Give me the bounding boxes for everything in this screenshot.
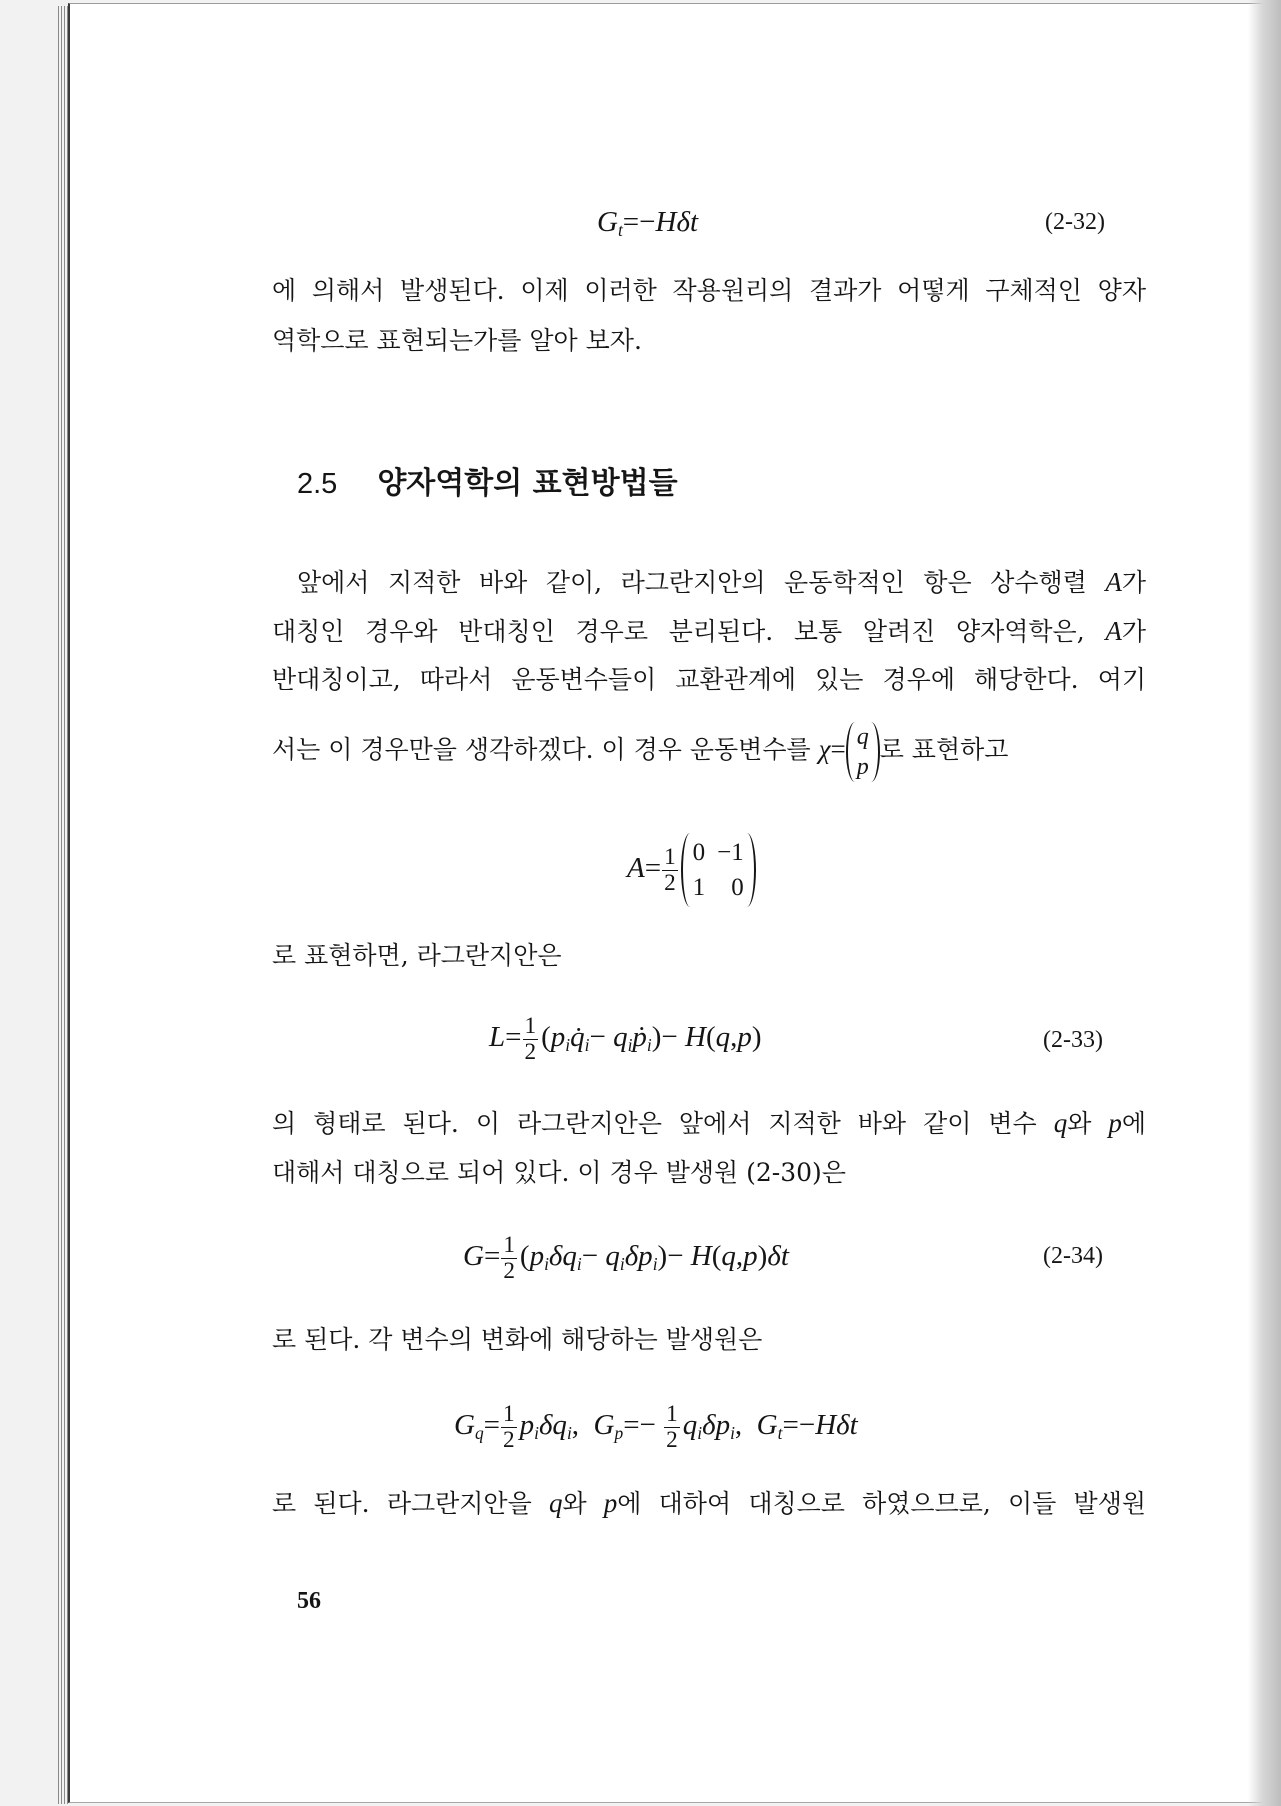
math-term bbox=[549, 1489, 563, 1518]
fraction-denominator: 2 bbox=[503, 1257, 515, 1284]
fraction-denominator: 2 bbox=[664, 869, 676, 896]
fraction bbox=[664, 1402, 680, 1453]
text-run: 로 된다. 라그란지안을 bbox=[272, 1489, 549, 1518]
fraction-numerator: 1 bbox=[524, 1012, 537, 1039]
math-variable: ṗ bbox=[632, 1021, 647, 1053]
math-variable: q bbox=[613, 1021, 628, 1053]
math-operator: − bbox=[581, 1240, 606, 1272]
math-term bbox=[702, 1409, 735, 1444]
math-variable: q bbox=[548, 1488, 563, 1518]
math-term bbox=[624, 1240, 658, 1275]
math-variable: G bbox=[593, 1409, 615, 1441]
fraction bbox=[501, 1402, 517, 1453]
math-variable: Hδt bbox=[655, 206, 698, 238]
left-parenthesis bbox=[681, 833, 690, 907]
column-vector-entries bbox=[855, 722, 871, 782]
right-parenthesis bbox=[871, 722, 880, 782]
equation-number: (2-33) bbox=[1043, 1027, 1103, 1053]
math-operator: = bbox=[505, 1021, 522, 1053]
math-subscript: i bbox=[576, 1254, 582, 1275]
text-run: 의 형태로 된다. 이 라그란지안은 앞에서 지적한 바와 같이 변수 bbox=[272, 1109, 1054, 1138]
math-term bbox=[570, 1021, 590, 1056]
math-subscript: i bbox=[619, 1254, 625, 1275]
text-run: 서는 이 경우만을 생각하겠다. 이 경우 운동변수를 bbox=[272, 735, 819, 764]
fraction bbox=[501, 1233, 517, 1284]
math-variable: L bbox=[489, 1021, 506, 1053]
math-subscript: q bbox=[474, 1423, 484, 1444]
math-variable: p bbox=[529, 1240, 545, 1272]
math-variable: δq bbox=[538, 1409, 567, 1441]
text-line bbox=[272, 611, 1146, 651]
math-variable: p bbox=[743, 1240, 758, 1272]
math-operator: =− bbox=[782, 1409, 816, 1441]
text-line bbox=[272, 1153, 1146, 1193]
section-number: 2.5 bbox=[297, 468, 338, 500]
math-subscript: p bbox=[614, 1423, 624, 1444]
math-operator: ( bbox=[705, 1021, 716, 1053]
math-variable: δq bbox=[548, 1240, 577, 1272]
math-variable: p bbox=[519, 1409, 535, 1441]
fraction-numerator: 1 bbox=[664, 843, 676, 870]
fraction-denominator: 2 bbox=[666, 1426, 678, 1453]
math-operator: , bbox=[571, 1409, 594, 1441]
fraction-numerator: 1 bbox=[503, 1231, 515, 1258]
equation-2-34 bbox=[463, 1216, 789, 1296]
math-variable: q bbox=[605, 1240, 620, 1272]
math-term bbox=[489, 1021, 505, 1053]
equation-2-32 bbox=[597, 182, 698, 262]
math-operator: =− bbox=[622, 206, 656, 238]
text-line bbox=[272, 660, 1146, 700]
math-term bbox=[632, 1021, 652, 1056]
math-operator: = bbox=[483, 1240, 501, 1272]
math-term bbox=[548, 1240, 582, 1275]
math-variable: p bbox=[550, 1021, 566, 1053]
fraction-numerator: 1 bbox=[666, 1400, 678, 1427]
math-term bbox=[815, 1409, 857, 1441]
math-variable: q bbox=[1053, 1108, 1068, 1138]
equation-number: (2-32) bbox=[1045, 209, 1105, 235]
equation-number: (2-34) bbox=[1043, 1243, 1103, 1269]
math-term bbox=[550, 1021, 571, 1056]
math-term bbox=[682, 1409, 703, 1444]
math-subscript: i bbox=[544, 1254, 549, 1275]
math-term bbox=[819, 735, 831, 764]
math-operator: )− bbox=[657, 1240, 691, 1272]
math-term bbox=[538, 1409, 572, 1444]
matrix-entry: −1 bbox=[717, 839, 744, 867]
math-term bbox=[613, 1021, 633, 1056]
matrix-entries bbox=[690, 833, 747, 907]
math-subscript: i bbox=[646, 1035, 652, 1056]
text-run: 에 의해서 발생된다. 이제 이러한 작용원리의 결과가 어떻게 구체적인 양자 bbox=[272, 276, 1146, 305]
math-subscript: i bbox=[565, 1035, 571, 1056]
text-line bbox=[272, 1103, 1146, 1143]
math-variable: q bbox=[682, 1409, 698, 1441]
math-subscript: i bbox=[730, 1423, 735, 1444]
math-variable: χ bbox=[818, 734, 831, 764]
math-variable: H bbox=[690, 1240, 712, 1272]
equation-2-33 bbox=[489, 997, 762, 1077]
section-heading bbox=[297, 462, 678, 506]
math-variable: p bbox=[1108, 1108, 1122, 1138]
matrix-entry: 0 bbox=[731, 874, 744, 902]
math-variable: G bbox=[597, 206, 618, 238]
math-term bbox=[716, 1021, 731, 1053]
text-run: 에 bbox=[1121, 1109, 1146, 1138]
math-term bbox=[737, 1021, 752, 1053]
math-variable: H bbox=[685, 1021, 706, 1053]
text-line bbox=[272, 321, 1146, 361]
text-line bbox=[272, 936, 1146, 976]
equation-generators bbox=[454, 1385, 858, 1465]
text-run: 반대칭이고, 따라서 운동변수들이 교환관계에 있는 경우에 해당한다. 여기 bbox=[272, 665, 1146, 694]
math-subscript: i bbox=[584, 1035, 590, 1056]
text-line bbox=[272, 709, 1146, 789]
text-run: 로 된다. 각 변수의 변화에 해당하는 발생원은 bbox=[272, 1325, 763, 1354]
text-run: 대해서 대칭으로 되어 있다. 이 경우 발생원 (2-30)은 bbox=[272, 1158, 846, 1187]
fraction-denominator: 2 bbox=[524, 1038, 537, 1065]
section-title: 양자역학의 표현방법들 bbox=[377, 466, 678, 501]
math-variable: q̇ bbox=[570, 1021, 585, 1053]
math-term bbox=[1105, 617, 1122, 646]
math-term bbox=[605, 1240, 625, 1275]
math-variable: δt bbox=[767, 1240, 789, 1272]
math-subscript: t bbox=[777, 1423, 783, 1444]
math-operator: ) bbox=[751, 1021, 762, 1053]
math-operator: , bbox=[730, 1021, 738, 1053]
stacked-page-edges bbox=[58, 6, 68, 1804]
math-operator: − bbox=[589, 1021, 614, 1053]
page-number: 56 bbox=[297, 1588, 321, 1614]
text-run: 와 bbox=[1067, 1109, 1109, 1138]
math-operator: = bbox=[830, 734, 846, 764]
matrix-entry: 0 bbox=[692, 839, 706, 867]
matrix-entry: 1 bbox=[692, 874, 706, 902]
math-term bbox=[627, 852, 645, 884]
math-operator: )− bbox=[651, 1021, 686, 1053]
math-variable: δp bbox=[702, 1409, 731, 1441]
text-line bbox=[272, 1320, 1146, 1360]
text-line bbox=[297, 562, 1146, 602]
math-operator: ( bbox=[711, 1240, 722, 1272]
math-operator: = bbox=[644, 852, 662, 884]
math-variable: G bbox=[454, 1409, 475, 1441]
math-term bbox=[604, 1489, 618, 1518]
text-run: 가 bbox=[1121, 617, 1146, 646]
fraction bbox=[662, 845, 678, 896]
math-operator: = bbox=[483, 1409, 501, 1441]
text-run: 앞에서 지적한 바와 같이, 라그란지안의 운동학적인 항은 상수행렬 bbox=[297, 568, 1106, 597]
math-term bbox=[721, 1240, 736, 1272]
column-vector-entry: p bbox=[856, 753, 869, 780]
math-subscript: i bbox=[534, 1423, 539, 1444]
text-line bbox=[272, 1483, 1146, 1523]
math-term bbox=[1108, 1109, 1122, 1138]
math-variable: G bbox=[756, 1409, 778, 1441]
fraction bbox=[523, 1014, 539, 1065]
equation-matrix-a bbox=[627, 828, 756, 908]
math-variable: Hδt bbox=[815, 1409, 858, 1441]
text-run: 로 표현하고 bbox=[879, 735, 1009, 764]
column-vector bbox=[846, 722, 880, 782]
math-term bbox=[1105, 568, 1122, 597]
math-term bbox=[756, 1409, 783, 1444]
math-operator: , bbox=[734, 1409, 757, 1441]
text-run: 역학으로 표현되는가를 알아 보자. bbox=[272, 326, 642, 355]
math-variable: A bbox=[627, 852, 645, 884]
math-variable: p bbox=[737, 1021, 752, 1053]
math-variable: A bbox=[1105, 616, 1122, 646]
text-run: 와 bbox=[562, 1489, 604, 1518]
math-variable: A bbox=[1105, 567, 1122, 597]
math-operator: ( bbox=[541, 1021, 551, 1053]
math-subscript: i bbox=[627, 1035, 633, 1056]
column-vector-entry: q bbox=[856, 723, 869, 750]
math-operator: =− bbox=[623, 1409, 664, 1441]
math-term bbox=[656, 206, 698, 238]
math-operator: ( bbox=[519, 1240, 530, 1272]
math-term bbox=[463, 1240, 484, 1272]
math-subscript: i bbox=[652, 1254, 658, 1275]
math-variable: G bbox=[463, 1240, 484, 1272]
text-run: 대칭인 경우와 반대칭인 경우로 분리된다. 보통 알려진 양자역학은, bbox=[272, 617, 1106, 646]
math-subscript: i bbox=[566, 1423, 572, 1444]
math-variable: p bbox=[603, 1488, 618, 1518]
math-term bbox=[767, 1240, 789, 1272]
left-parenthesis bbox=[846, 722, 855, 782]
fraction-numerator: 1 bbox=[503, 1400, 515, 1427]
matrix bbox=[681, 833, 756, 907]
text-run: 에 대하여 대칭으로 하였으므로, 이들 발생원 bbox=[617, 1489, 1146, 1518]
math-term bbox=[691, 1240, 712, 1272]
text-line bbox=[272, 271, 1146, 311]
math-subscript: i bbox=[697, 1423, 703, 1444]
math-variable: q bbox=[715, 1021, 731, 1053]
math-term bbox=[529, 1240, 549, 1275]
math-term bbox=[454, 1409, 484, 1444]
right-parenthesis bbox=[747, 833, 756, 907]
page-gutter-shadow bbox=[1248, 0, 1281, 1806]
math-term bbox=[743, 1240, 758, 1272]
text-run: 로 표현하면, 라그란지안은 bbox=[272, 941, 562, 970]
text-run: 가 bbox=[1121, 568, 1146, 597]
math-operator: ) bbox=[757, 1240, 768, 1272]
math-term bbox=[593, 1409, 624, 1444]
math-term bbox=[1054, 1109, 1068, 1138]
math-variable: δp bbox=[624, 1240, 653, 1272]
math-term bbox=[685, 1021, 706, 1053]
math-term bbox=[597, 206, 623, 241]
math-subscript: t bbox=[617, 220, 623, 241]
math-variable: q bbox=[721, 1240, 736, 1272]
fraction-denominator: 2 bbox=[503, 1426, 515, 1453]
math-operator: , bbox=[735, 1240, 744, 1272]
math-term bbox=[519, 1409, 539, 1444]
